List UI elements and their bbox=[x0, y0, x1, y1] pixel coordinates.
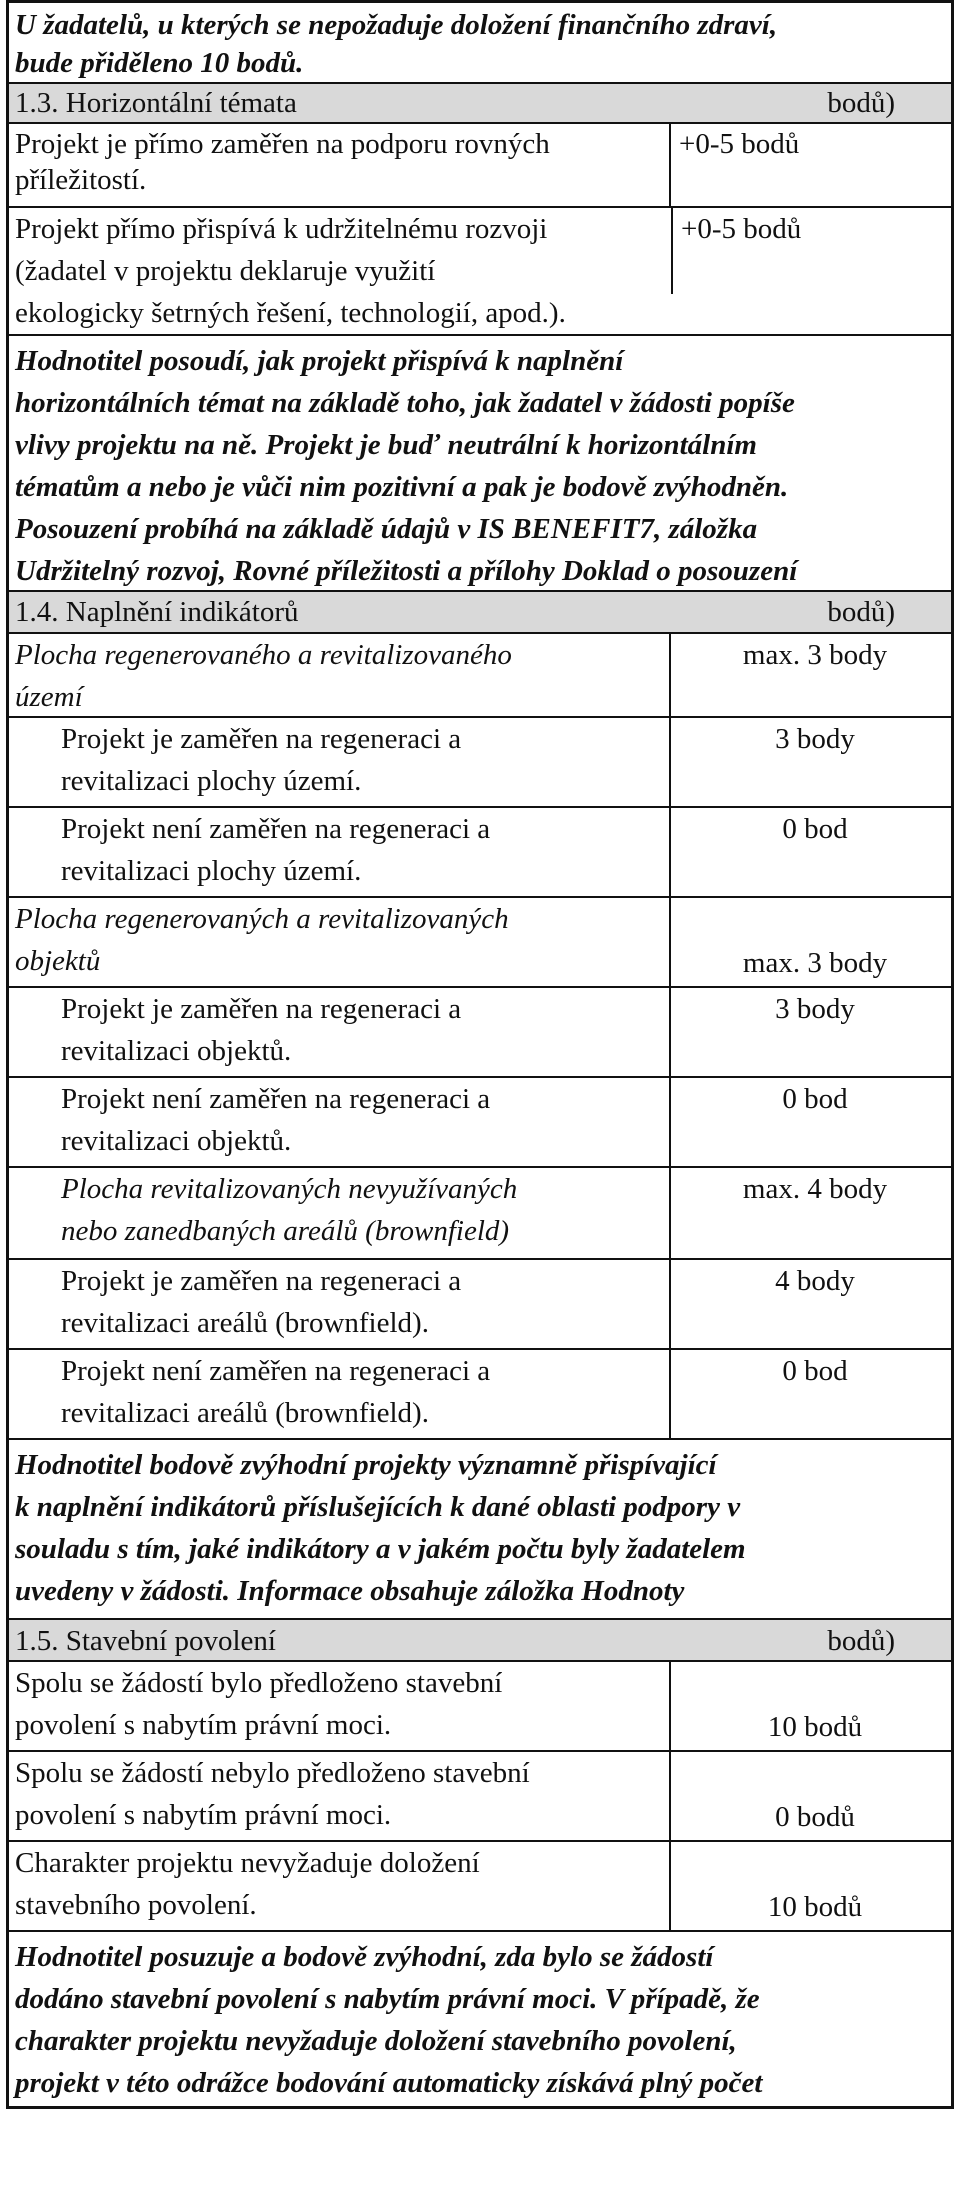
criterion-text: stavebního povolení. bbox=[15, 1889, 257, 1921]
criterion-row bbox=[9, 1750, 951, 1840]
note-line: k naplnění indikátorů příslušejících k dané oblasti podpory v bbox=[15, 1491, 741, 1523]
criterion-points: 4 body bbox=[775, 1265, 855, 1297]
indicator-group-title bbox=[9, 1166, 951, 1258]
indicator-title: území bbox=[15, 681, 83, 713]
note-line: dodáno stavební povolení s nabytím právní moci. V případě, že bbox=[15, 1983, 760, 2015]
criterion-text: Projekt je přímo zaměřen na podporu rovných bbox=[15, 128, 550, 160]
intro-line: bude přiděleno 10 bodů. bbox=[15, 47, 304, 79]
intro-note bbox=[9, 0, 951, 82]
note-line: Udržitelný rozvoj, Rovné příležitosti a přílohy Doklad o posouzení bbox=[15, 555, 798, 587]
criterion-text: Projekt je zaměřen na regeneraci a bbox=[61, 1265, 462, 1297]
criterion-points: +0-5 bodů bbox=[671, 208, 951, 294]
section-points-header: bodů) bbox=[827, 1625, 895, 1657]
section-header-1-3 bbox=[9, 82, 951, 122]
section-points-header: bodů) bbox=[827, 87, 895, 119]
criterion-row bbox=[9, 122, 951, 166]
note-line: Hodnotitel posuzuje a bodově zvýhodní, zda bylo se žádostí bbox=[15, 1941, 714, 1973]
indicator-title: Plocha revitalizovaných nevyužívaných bbox=[61, 1173, 518, 1205]
criterion-text: Projekt je zaměřen na regeneraci a bbox=[61, 723, 462, 755]
indicator-max-points: max. 4 body bbox=[742, 1173, 888, 1205]
indicator-title: objektů bbox=[15, 945, 101, 977]
criterion-row bbox=[9, 806, 951, 896]
criterion-points: +0-5 bodů bbox=[679, 128, 800, 160]
criterion-text: (žadatel v projektu deklaruje využití bbox=[15, 255, 436, 287]
criterion-points: 0 bod bbox=[782, 1355, 848, 1387]
criterion-row bbox=[9, 986, 951, 1076]
note-line: Hodnotitel posoudí, jak projekt přispívá k naplnění bbox=[15, 345, 624, 377]
criterion-text: Projekt přímo přispívá k udržitelnému rozvoji bbox=[15, 213, 548, 245]
note-line: tématům a nebo je vůči nim pozitivní a pak je bodově zvýhodněn. bbox=[15, 471, 789, 503]
criterion-text: revitalizaci plochy území. bbox=[61, 855, 362, 887]
section-points-header: bodů) bbox=[827, 596, 895, 628]
note-line: charakter projektu nevyžaduje doložení stavebního povolení, bbox=[15, 2025, 737, 2057]
criterion-row bbox=[9, 1660, 951, 1750]
evaluator-note bbox=[9, 334, 951, 590]
criterion-points: 10 bodů bbox=[767, 1711, 863, 1743]
criterion-points: 3 body bbox=[775, 993, 855, 1025]
criterion-points: 3 body bbox=[775, 723, 855, 755]
evaluator-note bbox=[9, 1930, 951, 2106]
indicator-group-title bbox=[9, 896, 951, 986]
criterion-text: příležitostí. bbox=[15, 166, 147, 196]
criterion-text: revitalizaci areálů (brownfield). bbox=[61, 1397, 429, 1429]
indicator-group-title bbox=[9, 632, 951, 716]
section-header-1-4 bbox=[9, 590, 951, 632]
note-line: souladu s tím, jaké indikátory a v jakém počtu byly žadatelem bbox=[15, 1533, 746, 1565]
section-title: 1.5. Stavební povolení bbox=[15, 1625, 276, 1657]
criterion-row bbox=[9, 1076, 951, 1166]
note-line: projekt v této odrážce bodování automaticky získává plný počet bbox=[15, 2067, 763, 2099]
criterion-row bbox=[9, 206, 951, 334]
criterion-text: Projekt není zaměřen na regeneraci a bbox=[61, 1083, 491, 1115]
criterion-row bbox=[9, 716, 951, 806]
criterion-text: povolení s nabytím právní moci. bbox=[15, 1799, 392, 1831]
evaluator-note bbox=[9, 1438, 951, 1618]
criterion-points: 0 bod bbox=[782, 813, 848, 845]
criterion-text: Charakter projektu nevyžaduje doložení bbox=[15, 1847, 480, 1879]
criterion-row-cont bbox=[9, 166, 951, 206]
note-line: Posouzení probíhá na základě údajů v IS BENEFIT7, záložka bbox=[15, 513, 758, 545]
indicator-title: Plocha regenerovaného a revitalizovaného bbox=[15, 639, 512, 671]
criterion-text: revitalizaci areálů (brownfield). bbox=[61, 1307, 429, 1339]
indicator-max-points: max. 3 body bbox=[742, 947, 888, 979]
criterion-text: Projekt není zaměřen na regeneraci a bbox=[61, 1355, 491, 1387]
criterion-text: Projekt není zaměřen na regeneraci a bbox=[61, 813, 491, 845]
criterion-text: revitalizaci plochy území. bbox=[61, 765, 362, 797]
criterion-points: 10 bodů bbox=[767, 1891, 863, 1923]
note-line: horizontálních témat na základě toho, jak žadatel v žádosti popíše bbox=[15, 387, 795, 419]
intro-line: U žadatelů, u kterých se nepožaduje doložení finančního zdraví, bbox=[15, 9, 778, 41]
criterion-points: 0 bod bbox=[782, 1083, 848, 1115]
note-line: Hodnotitel bodově zvýhodní projekty významně přispívající bbox=[15, 1449, 717, 1481]
criterion-text: ekologicky šetrných řešení, technologií, apod.). bbox=[15, 297, 566, 329]
criterion-text: Spolu se žádostí nebylo předloženo stavební bbox=[15, 1757, 530, 1789]
criterion-text: revitalizaci objektů. bbox=[61, 1035, 292, 1067]
indicator-title: nebo zanedbaných areálů (brownfield) bbox=[61, 1215, 510, 1247]
criterion-text: Projekt je zaměřen na regeneraci a bbox=[61, 993, 462, 1025]
section-title: 1.3. Horizontální témata bbox=[15, 87, 297, 119]
criterion-row bbox=[9, 1840, 951, 1930]
indicator-max-points: max. 3 body bbox=[742, 639, 888, 671]
section-title: 1.4. Naplnění indikátorů bbox=[15, 596, 299, 628]
indicator-title: Plocha regenerovaných a revitalizovaných bbox=[15, 903, 509, 935]
note-line: vlivy projektu na ně. Projekt je buď neutrální k horizontálním bbox=[15, 429, 757, 461]
section-header-1-5 bbox=[9, 1618, 951, 1660]
criterion-row bbox=[9, 1258, 951, 1348]
note-line: uvedeny v žádosti. Informace obsahuje záložka Hodnoty bbox=[15, 1575, 685, 1607]
criterion-text: povolení s nabytím právní moci. bbox=[15, 1709, 392, 1741]
criterion-points: 0 bodů bbox=[775, 1801, 855, 1833]
criterion-row bbox=[9, 1348, 951, 1438]
criterion-text: revitalizaci objektů. bbox=[61, 1125, 292, 1157]
scoring-criteria-document bbox=[6, 0, 954, 2109]
criterion-text: Spolu se žádostí bylo předloženo stavební bbox=[15, 1667, 503, 1699]
